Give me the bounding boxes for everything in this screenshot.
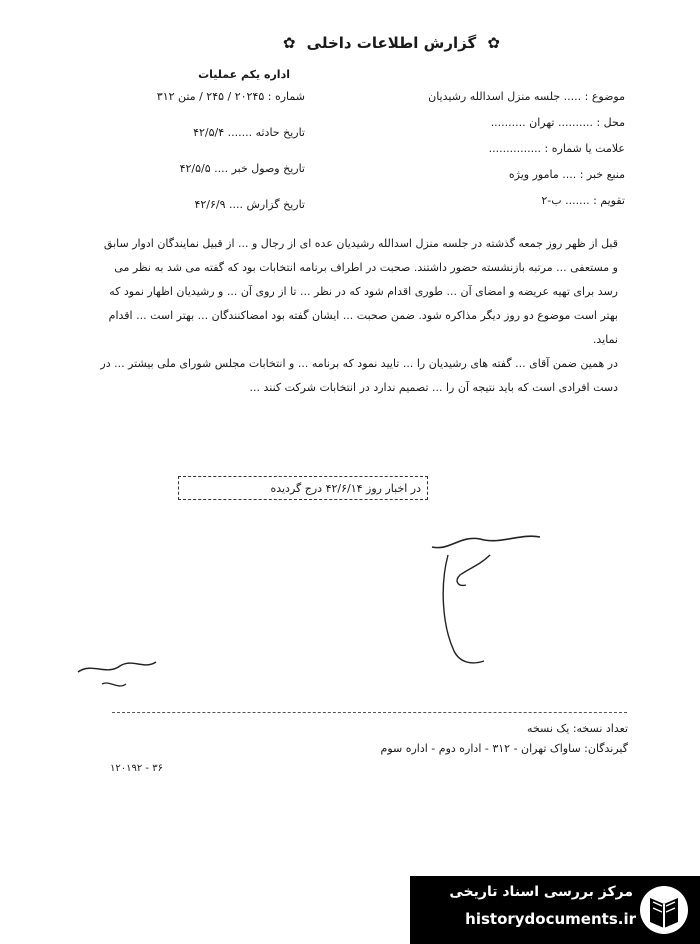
signature-scribble bbox=[420, 525, 560, 670]
left-meta bbox=[80, 90, 305, 234]
left-initial-scribble bbox=[72, 650, 162, 700]
book-logo-icon bbox=[638, 884, 690, 936]
distribution-separator bbox=[112, 712, 627, 713]
meta-incident-date: تاریخ حادثه ....... ۴۲/۵/۴ bbox=[193, 126, 305, 139]
recipients: گیرندگان: ساواک تهران - ۳۱۲ - اداره دوم - اداره سوم bbox=[380, 742, 628, 755]
meta-code: علامت یا شماره : ............... bbox=[488, 142, 625, 155]
document-title bbox=[240, 34, 500, 52]
meta-number: شماره : ۲۰۲۴۵ / ۲۴۵ / متن ۳۱۲ bbox=[156, 90, 305, 103]
title-text: گزارش اطلاعات داخلی bbox=[306, 34, 477, 52]
right-meta bbox=[370, 90, 625, 220]
meta-received-date: تاریخ وصول خبر .... ۴۲/۵/۵ bbox=[179, 162, 305, 175]
report-body bbox=[98, 232, 618, 400]
filing-stamp: در اخبار روز ۴۲/۶/۱۴ درج گردیده bbox=[178, 476, 428, 500]
bottom-left-number: ۱۲۰۱۹۲ - ۳۶ bbox=[110, 763, 163, 774]
meta-rating: تقویم : ....... ب-۲ bbox=[541, 194, 625, 207]
meta-location: محل : .......... تهران .......... bbox=[490, 116, 625, 129]
meta-source: منبع خبر : .... مامور ویژه bbox=[508, 168, 625, 181]
signature-label bbox=[470, 606, 510, 620]
department-label: اداره یکم عملیات bbox=[198, 68, 290, 81]
meta-subject: موضوع : ..... جلسه منزل اسدالله رشیدیان bbox=[428, 90, 625, 103]
footer-org-name: مرکز بررسی اسناد تاریخی bbox=[449, 884, 633, 900]
title-emblem-icon-left: ✿ bbox=[282, 34, 296, 52]
footer-banner bbox=[410, 876, 700, 944]
body-paragraph-1: قبل از ظهر روز جمعه گذشته در جلسه منزل اسدالله رشیدیان عده ای از رجال و ... از قبیل نمایندگان ادوار سابق و مستعفی ... مرتبه بازنشسته حضور داشتند. صحبت در اطراف برنامه انتخابات بود که گفته می شد به نظر می رسد برای تهیه عریضه و امضای آن ... طوری اقدام شود که در نظر ... تا از روی آن ... و رشیدیان اظهار نمود که بهتر است موضوع دو روز دیگر مذاکره شود. ضمن صحبت ... ایشان گفته بود امضاکنندگان ... بهتر است ... اقدام نماید. bbox=[103, 237, 618, 346]
body-paragraph-2: در همین ضمن آقای ... گفته های رشیدیان را ... تایید نمود که برنامه ... و انتخابات مجلس شورای ملی بیشتر ... در دست افرادی است که باید نتیجه آن را ... تصمیم ندارد در انتخابات شرکت کنند ... bbox=[100, 357, 618, 394]
copy-count: تعداد نسخه: یک نسخه bbox=[527, 722, 628, 735]
title-emblem-icon: ✿ bbox=[487, 34, 500, 52]
footer-website: historydocuments.ir bbox=[465, 910, 636, 928]
meta-report-date: تاریخ گزارش .... ۴۲/۶/۹ bbox=[194, 198, 305, 211]
